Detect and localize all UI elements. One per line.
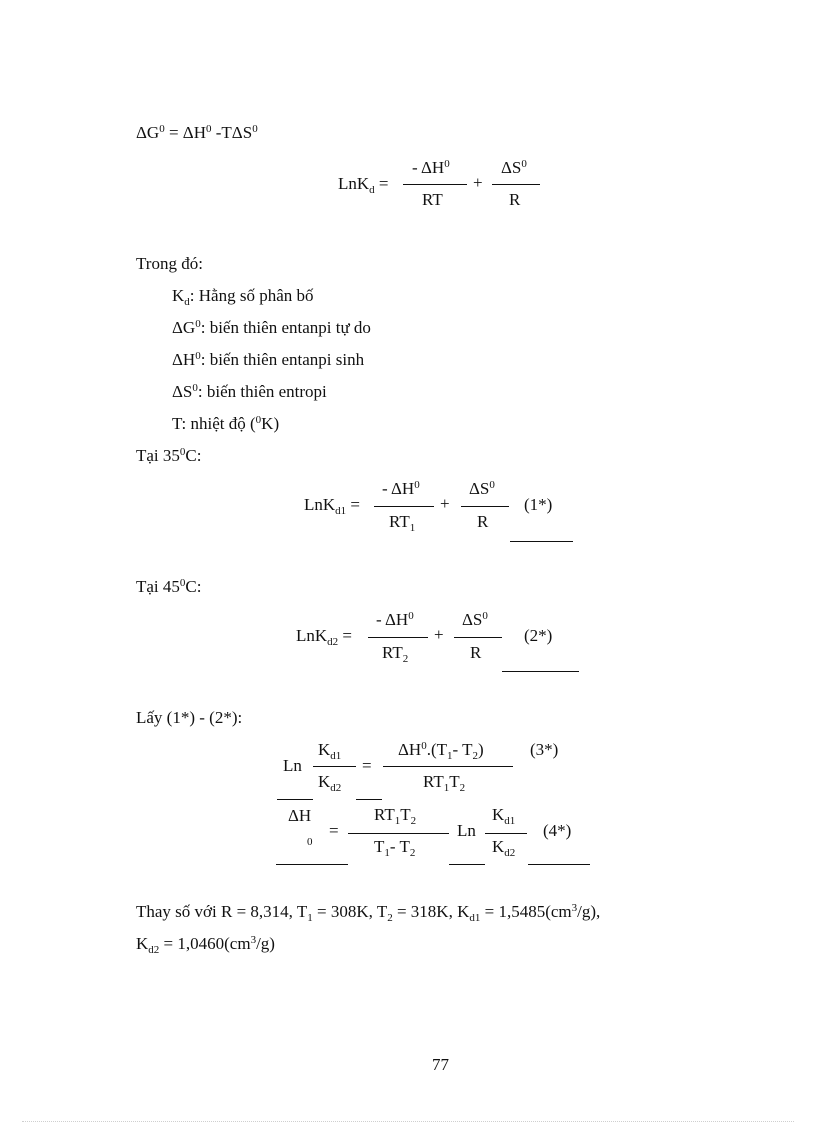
gibbs-equation: $\Delta G^0 = \Delta H^0$ -TΔS$^0$ — [136, 123, 258, 142]
page-footer-divider — [22, 1121, 794, 1122]
page-number: 77 — [432, 1055, 449, 1074]
